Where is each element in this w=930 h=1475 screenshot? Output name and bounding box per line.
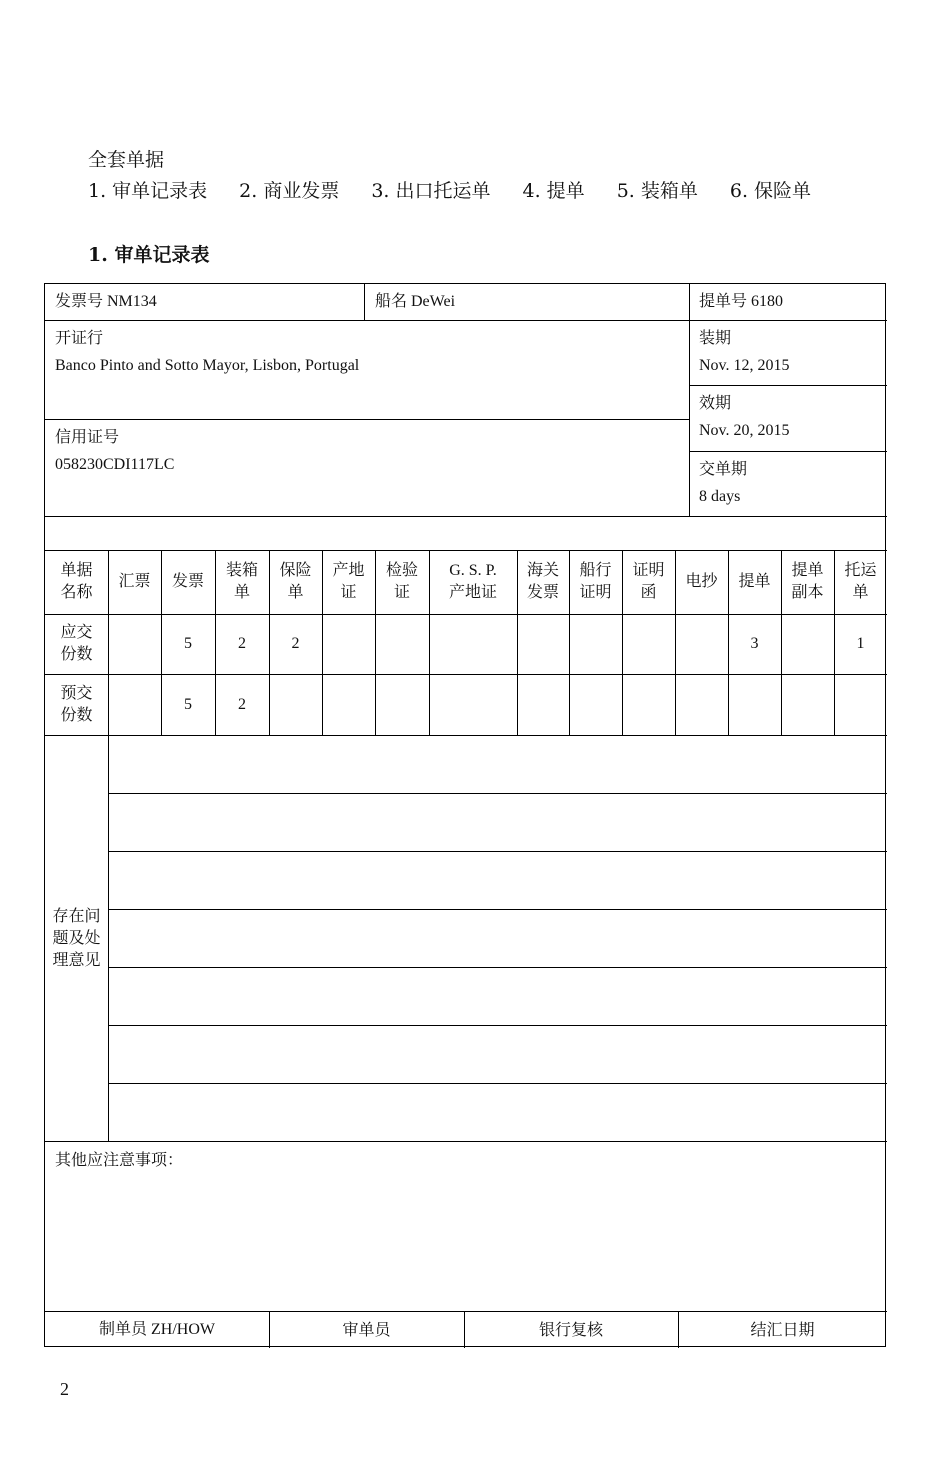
other-notes-label: 其他应注意事项：	[55, 1150, 184, 1169]
issues-label-line: 理意见	[52, 950, 101, 969]
presented-copies-cell	[322, 674, 375, 735]
column-header-text: 副本	[791, 584, 824, 601]
column-header	[161, 550, 215, 614]
bank-check: 银行复核	[538, 1319, 603, 1339]
column-header-text: 证明	[632, 562, 665, 579]
column-header-text: 船行	[579, 562, 612, 579]
presented-copies-label	[45, 674, 108, 735]
presented-copies-label-text: 份数	[60, 706, 93, 724]
presented-copies-cell	[569, 674, 622, 735]
column-header-text: 产地	[332, 562, 365, 579]
column-header	[269, 550, 322, 614]
shipment-label: 装期	[699, 328, 732, 347]
required-copies-cell: 1	[856, 635, 865, 652]
document-list-item: 6. 保险单	[729, 180, 812, 202]
presented-copies-cell	[781, 674, 834, 735]
required-copies-cell	[429, 614, 517, 674]
expiry-label: 效期	[699, 393, 732, 412]
issues-label-line: 题及处	[52, 928, 101, 947]
required-copies-cell	[622, 614, 675, 674]
issues-label	[45, 735, 108, 1141]
presented-copies-cell	[834, 674, 887, 735]
bl-number: 提单号 6180	[699, 293, 784, 310]
column-header-text: 提单	[738, 573, 771, 590]
column-header-text: G. S. P.	[449, 562, 497, 579]
required-copies-cell: 5	[184, 635, 192, 652]
column-header	[429, 550, 517, 614]
expiry-date: Nov. 20, 2015	[699, 422, 790, 439]
issues-label-line: 存在问	[52, 906, 101, 925]
column-header-text: 函	[640, 584, 657, 601]
column-header	[834, 550, 887, 614]
document-list	[88, 176, 843, 203]
column-header-text: 单	[852, 584, 869, 601]
column-header	[517, 550, 569, 614]
shipment-date: Nov. 12, 2015	[699, 357, 790, 374]
column-header-text: 证	[393, 584, 410, 601]
column-header-text: 发票	[171, 573, 204, 590]
required-copies-cell	[517, 614, 569, 674]
column-header-text: 汇票	[118, 573, 151, 590]
column-header-text: 提单	[791, 562, 824, 579]
column-header-text: 证	[340, 584, 357, 601]
column-header	[675, 550, 728, 614]
column-header-text: 托运	[844, 562, 877, 579]
document-list-item: 2. 商业发票	[239, 180, 340, 202]
required-copies-label-text: 份数	[60, 646, 93, 663]
required-copies-cell	[108, 614, 161, 674]
column-header-text: 单	[287, 584, 304, 601]
presentation-label: 交单期	[699, 459, 748, 478]
presented-copies-cell	[269, 674, 322, 735]
vessel-name: 船名 DeWei	[375, 293, 456, 310]
invoice-number: 发票号 NM134	[55, 293, 157, 310]
required-copies-cell	[781, 614, 834, 674]
issuing-bank-label: 开证行	[55, 328, 104, 347]
required-copies-cell: 2	[291, 635, 300, 652]
presentation-period: 8 days	[699, 488, 741, 505]
column-header-text: 单	[233, 584, 250, 601]
required-copies-cell: 2	[238, 635, 246, 652]
column-header	[622, 550, 675, 614]
settlement-date: 结汇日期	[750, 1319, 815, 1339]
required-copies-cell: 3	[750, 635, 759, 652]
presented-copies-cell	[429, 674, 517, 735]
lc-number: 058230CDI117LC	[55, 456, 175, 473]
page-heading: 全套单据	[88, 149, 165, 171]
row-header-label-text: 名称	[60, 584, 93, 601]
document-list-item: 4. 提单	[522, 180, 585, 202]
reviewer: 审单员	[342, 1319, 391, 1339]
column-header-text: 保险	[279, 562, 312, 579]
column-header	[215, 550, 269, 614]
required-copies-cell	[675, 614, 728, 674]
column-header	[781, 550, 834, 614]
required-copies-cell	[375, 614, 429, 674]
issuing-bank: Banco Pinto and Sotto Mayor, Lisbon, Portugal	[55, 357, 360, 374]
column-header	[322, 550, 375, 614]
required-copies-label	[45, 614, 108, 674]
presented-copies-cell	[108, 674, 161, 735]
column-header-text: 产地证	[448, 584, 497, 601]
row-header-label	[45, 550, 108, 614]
column-header	[375, 550, 429, 614]
audit-record-form	[44, 283, 886, 1347]
column-header	[728, 550, 781, 614]
presented-copies-cell	[728, 674, 781, 735]
required-copies-cell	[569, 614, 622, 674]
document-list-item: 5. 装箱单	[616, 180, 698, 202]
presented-copies-cell	[375, 674, 429, 735]
presented-copies-label-text: 预交	[60, 684, 93, 702]
page-number: 2	[60, 1379, 69, 1399]
presented-copies-cell	[517, 674, 569, 735]
column-header	[108, 550, 161, 614]
document-list-item: 3. 出口托运单	[371, 180, 491, 202]
lc-number-label: 信用证号	[55, 427, 120, 446]
presented-copies-cell: 2	[238, 695, 246, 713]
column-header-text: 检验	[385, 562, 418, 579]
column-header-text: 电抄	[685, 573, 718, 590]
column-header-text: 证明	[579, 584, 612, 601]
document-list-item: 1. 审单记录表	[88, 180, 208, 202]
column-header	[569, 550, 622, 614]
presented-copies-cell	[675, 674, 728, 735]
preparer: 制单员 ZH/HOW	[99, 1320, 215, 1338]
section-title: 1. 审单记录表	[88, 244, 210, 266]
column-header-text: 装箱	[225, 562, 258, 579]
column-header-text: 海关	[526, 562, 559, 579]
presented-copies-cell	[622, 674, 675, 735]
required-copies-label-text: 应交	[60, 624, 93, 641]
required-copies-cell	[322, 614, 375, 674]
row-header-label-text: 单据	[60, 562, 93, 579]
presented-copies-cell: 5	[184, 695, 192, 713]
column-header-text: 发票	[526, 584, 559, 601]
